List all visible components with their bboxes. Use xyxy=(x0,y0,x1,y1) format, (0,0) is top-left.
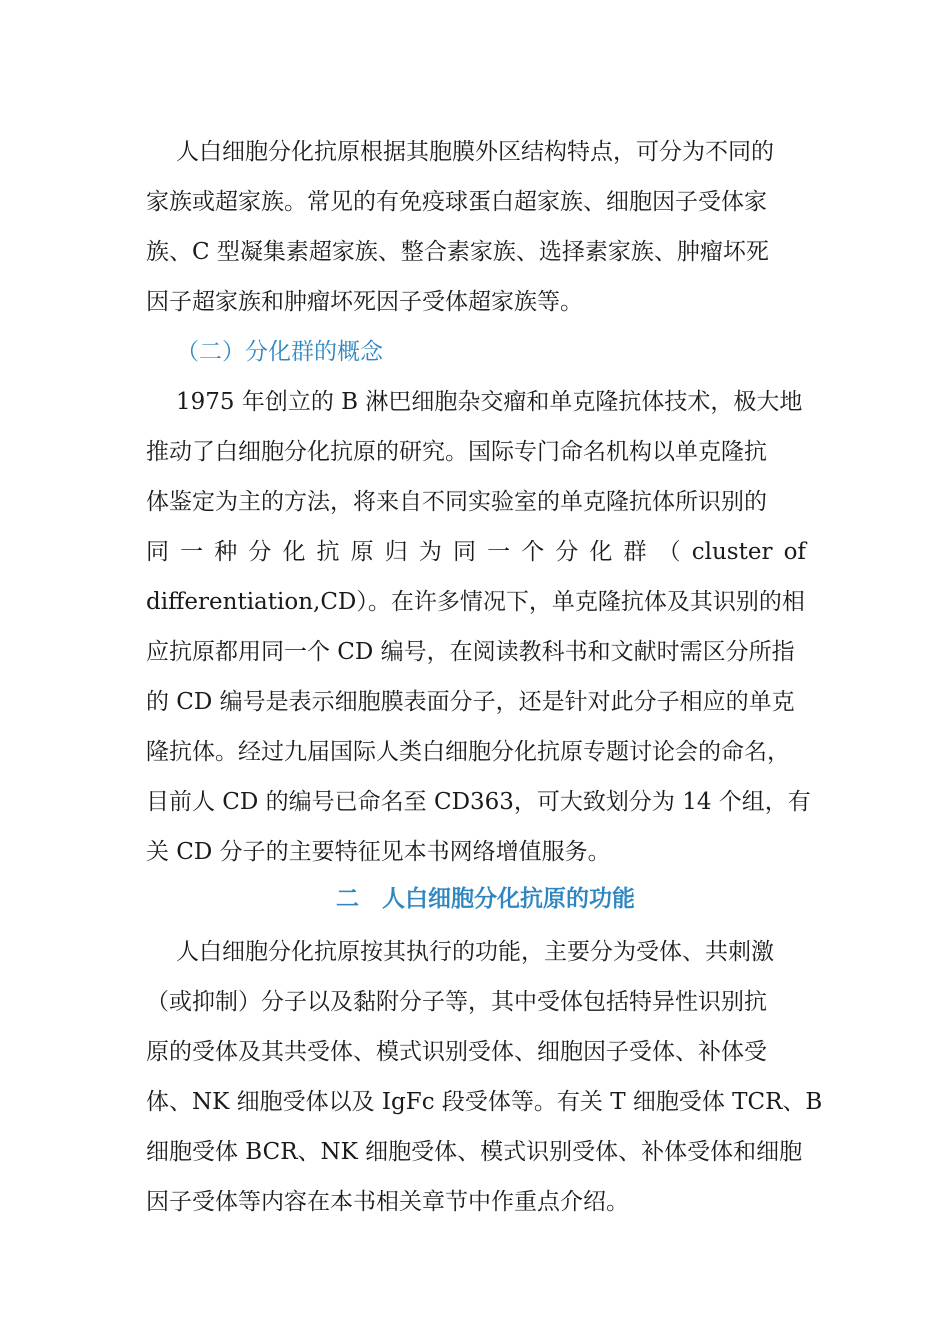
text-line: differentiation,CD）。在许多情况下，单克隆抗体及其识别的相 xyxy=(146,589,805,615)
word: of xyxy=(783,539,806,565)
text-line: 细胞受体 BCR、NK 细胞受体、模式识别受体、补体受体和细胞 xyxy=(146,1139,803,1165)
text-line: 人白细胞分化抗原按其执行的功能，主要分为受体、共刺激 xyxy=(176,939,774,965)
text-line: （或抑制）分子以及黏附分子等，其中受体包括特异性识别抗 xyxy=(146,989,767,1015)
word: 一 xyxy=(180,539,204,565)
word: 一 xyxy=(487,539,511,565)
text-line: 关 CD 分子的主要特征见本书网络增值服务。 xyxy=(146,839,611,865)
text-line: 因子受体等内容在本书相关章节中作重点介绍。 xyxy=(146,1189,629,1215)
text-line: 人白细胞分化抗原根据其胞膜外区结构特点，可分为不同的 xyxy=(176,139,774,165)
text-line: 1975 年创立的 B 淋巴细胞杂交瘤和单克隆抗体技术，极大地 xyxy=(176,389,803,415)
text-line: 推动了白细胞分化抗原的研究。国际专门命名机构以单克隆抗 xyxy=(146,439,767,465)
text-line: 隆抗体。经过九届国际人类白细胞分化抗原专题讨论会的命名， xyxy=(146,739,790,765)
word: 化 xyxy=(589,539,613,565)
text-line: 应抗原都用同一个 CD 编号，在阅读教科书和文献时需区分所指 xyxy=(146,639,795,665)
word: 同 xyxy=(146,539,169,565)
word: 抗 xyxy=(316,539,340,565)
word: 个 xyxy=(521,539,545,565)
word: 同 xyxy=(452,539,476,565)
text-line: 家族或超家族。常见的有免疫球蛋白超家族、细胞因子受体家 xyxy=(146,189,767,215)
word: cluster xyxy=(691,539,773,565)
word: 种 xyxy=(214,539,238,565)
text-line: 目前人 CD 的编号已命名至 CD363，可大致划分为 14 个组，有 xyxy=(146,789,811,815)
subheading-cd-concept: （二）分化群的概念 xyxy=(176,339,383,365)
text-line: 原的受体及其共受体、模式识别受体、细胞因子受体、补体受 xyxy=(146,1039,767,1065)
text-line: 体、NK 细胞受体以及 IgFc 段受体等。有关 T 细胞受体 TCR、B xyxy=(146,1089,823,1115)
word: 分 xyxy=(555,539,579,565)
word: 归 xyxy=(384,539,408,565)
word: 原 xyxy=(350,539,374,565)
text-line: 体鉴定为主的方法，将来自不同实验室的单克隆抗体所识别的 xyxy=(146,489,767,515)
word: 化 xyxy=(282,539,306,565)
text-line: 的 CD 编号是表示细胞膜表面分子，还是针对此分子相应的单克 xyxy=(146,689,795,715)
word: 分 xyxy=(248,539,272,565)
text-line: 因子超家族和肿瘤坏死因子受体超家族等。 xyxy=(146,289,583,315)
section-heading-functions: 二 人白细胞分化抗原的功能 xyxy=(336,886,635,912)
text-line: 族、C 型凝集素超家族、整合素家族、选择素家族、肿瘤坏死 xyxy=(146,239,769,265)
word: 群 xyxy=(623,539,647,565)
word: （ xyxy=(657,539,681,565)
word: 为 xyxy=(418,539,442,565)
justified-text-line xyxy=(146,537,806,567)
